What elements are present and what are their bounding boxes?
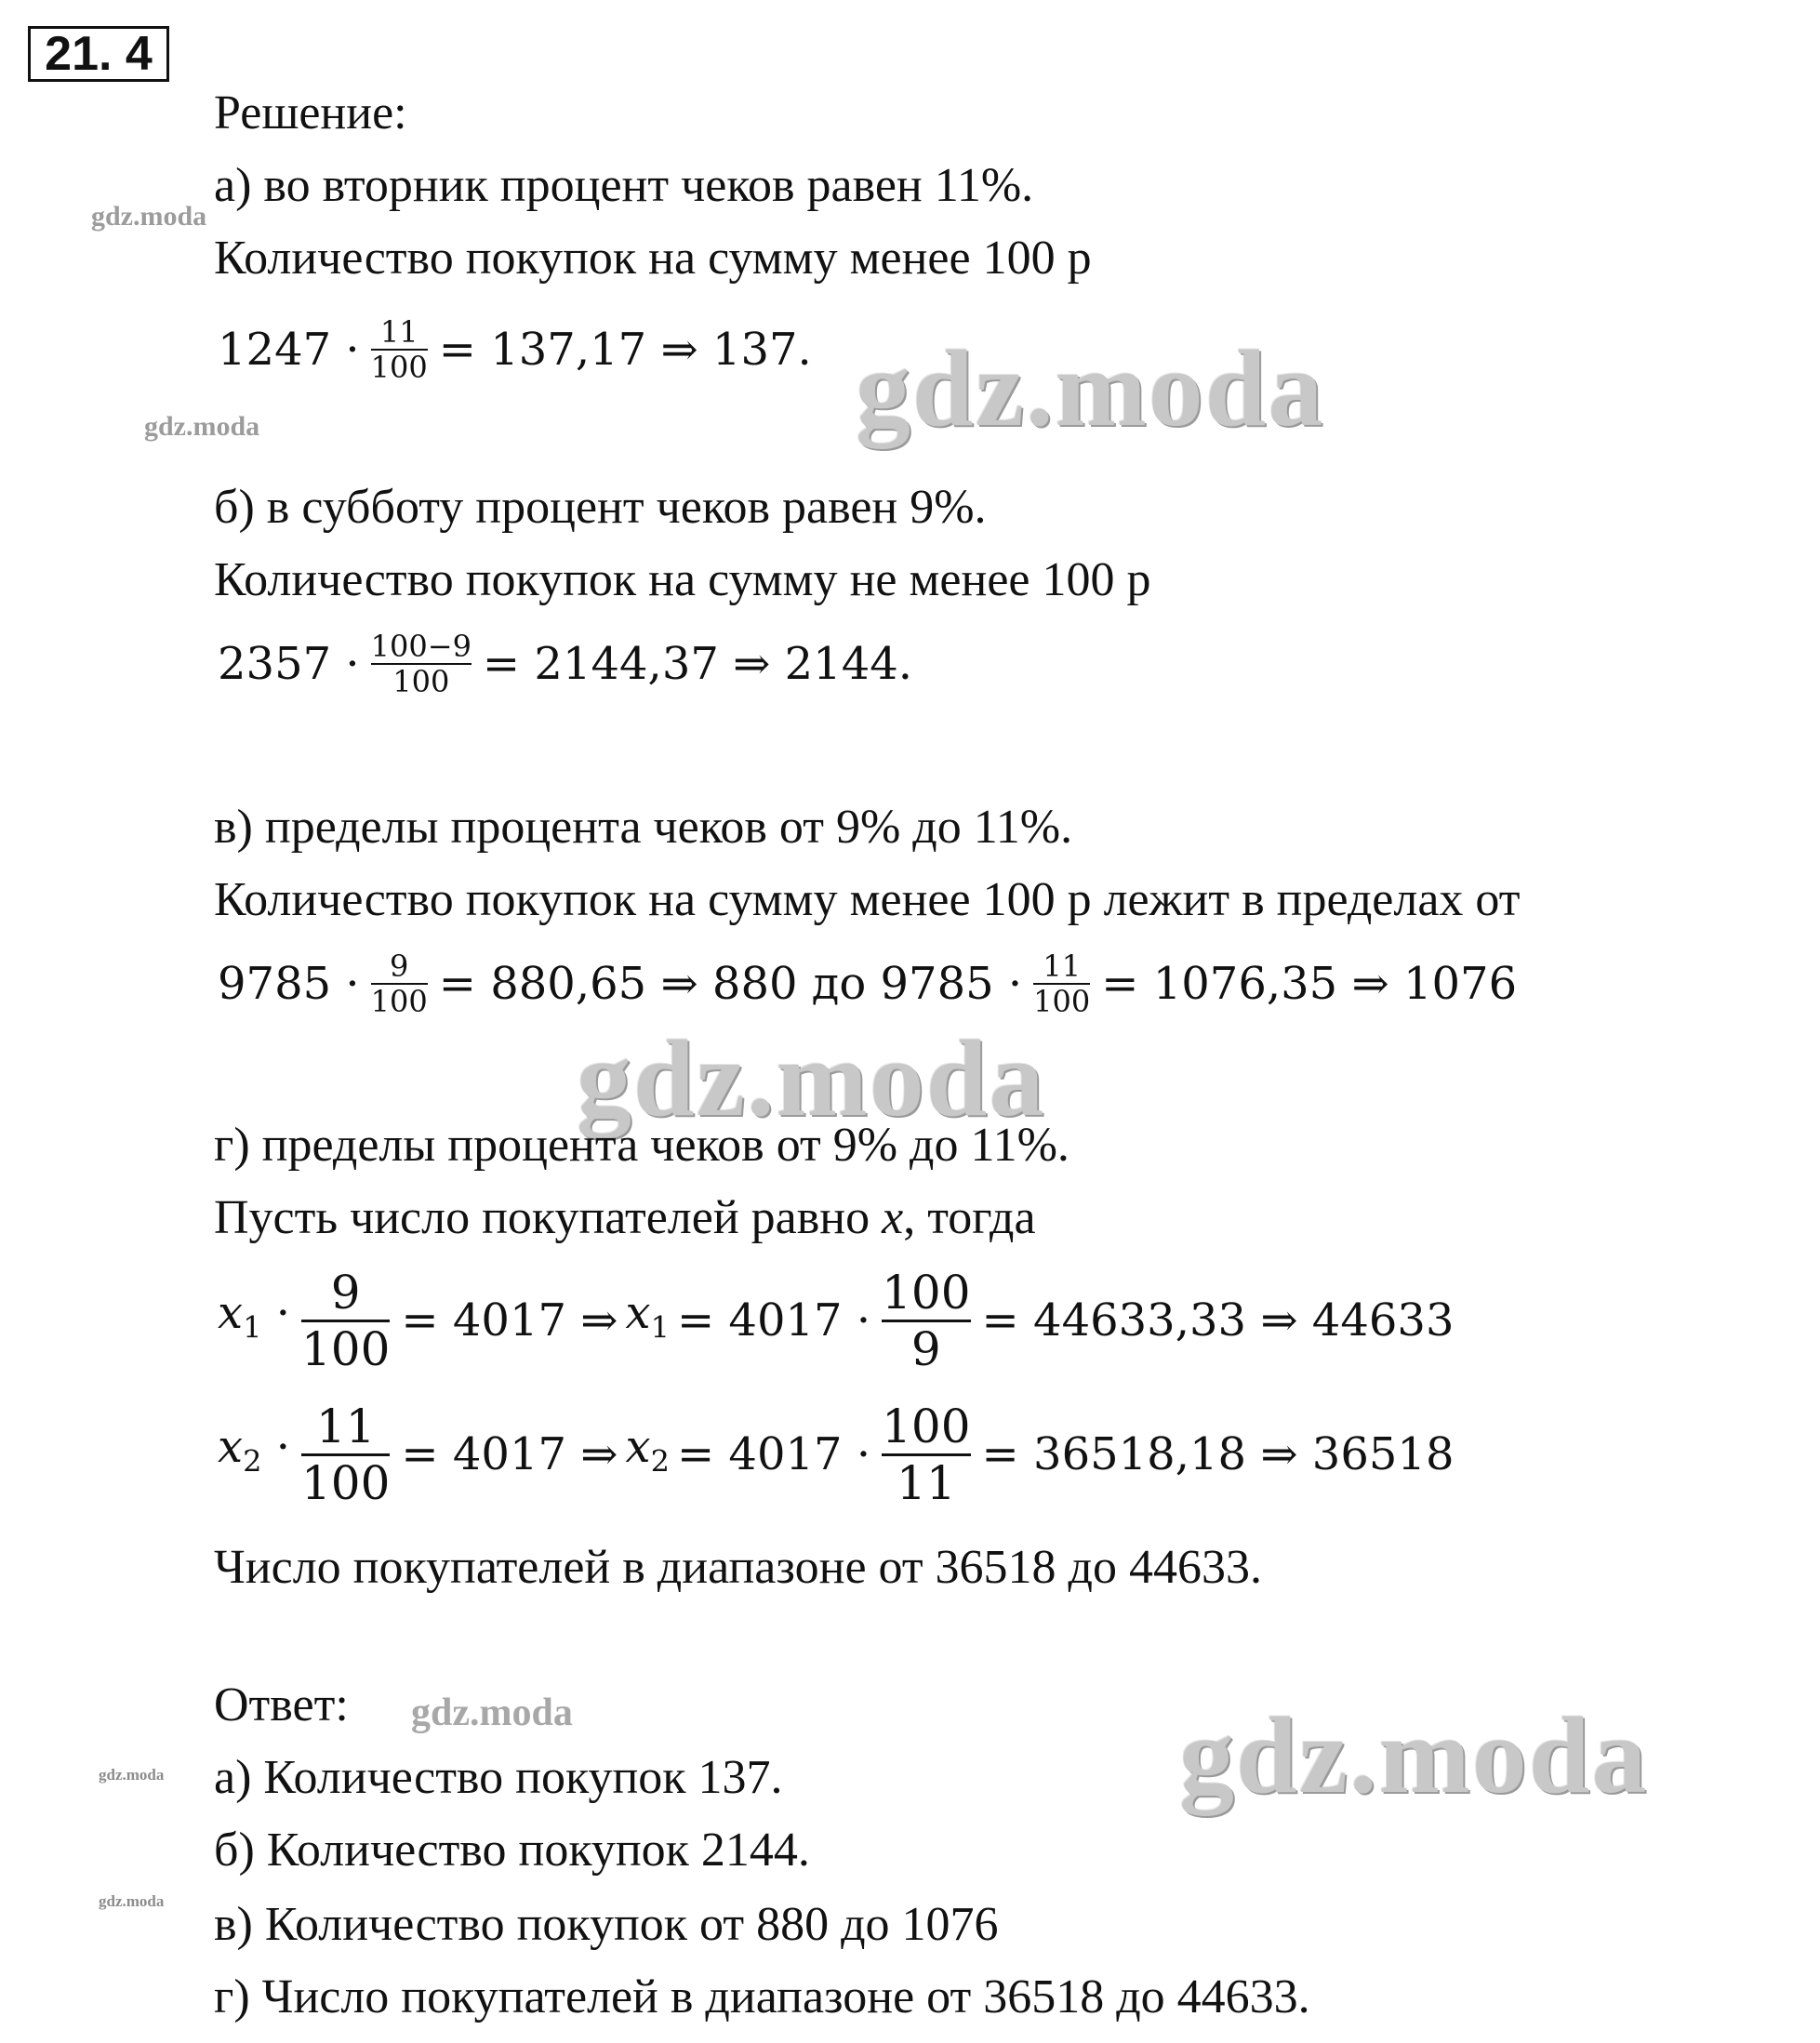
fraction [371, 949, 428, 1018]
part-a-formula [214, 305, 816, 394]
subscript: 2 [243, 1443, 262, 1479]
denominator: 100 [300, 1455, 391, 1510]
fraction [301, 1266, 390, 1376]
subscript: 1 [650, 1309, 670, 1346]
solution-label: Решение: [214, 86, 407, 139]
fraction [371, 315, 428, 384]
answer-label: Ответ: [214, 1678, 349, 1731]
answer-c: в) Количество покупок от 880 до 1076 [214, 1898, 999, 1951]
part-d-equation-2 [214, 1389, 1457, 1519]
denominator: 11 [897, 1455, 956, 1510]
numerator: 9 [330, 1265, 361, 1320]
subscript: 1 [243, 1309, 262, 1346]
formula-result: = 2144,37 ⇒ 2144. [482, 638, 913, 690]
part-b-formula [214, 619, 916, 709]
dot: · [275, 1287, 290, 1340]
denominator: 9 [910, 1321, 941, 1376]
variable: x [625, 1421, 651, 1474]
formula-result: = 44633,33 ⇒ 44633 [981, 1294, 1455, 1347]
answer-b: б) Количество покупок 2144. [214, 1824, 810, 1877]
fraction [371, 630, 472, 698]
formula-term: = 4017 · [676, 1294, 871, 1347]
numerator: 11 [1043, 949, 1082, 984]
formula-term: = 880,65 ⇒ 880 до 9785 · [438, 958, 1023, 1010]
part-d-line2 [214, 1190, 1036, 1246]
formula-term: 1247 · [218, 324, 360, 376]
numerator: 100 [882, 1265, 971, 1320]
part-c-line1: в) пределы процента чеков от 9% до 11%. [214, 801, 1073, 854]
formula-term: 9785 · [218, 958, 360, 1010]
denominator: 100 [370, 984, 428, 1019]
watermark: gdz.moda [411, 1691, 573, 1734]
variable: x [218, 1287, 244, 1340]
part-b-line2: Количество покупок на сумму не менее 100 р [214, 553, 1151, 606]
answer-d: г) Число покупателей в диапазоне от 36518 до 44633. [214, 1970, 1310, 2023]
formula-term: = 4017 ⇒ [401, 1294, 618, 1347]
part-d-line1: г) пределы процента чеков от 9% до 11%. [214, 1119, 1069, 1172]
watermark: gdz.moda [577, 1017, 1046, 1139]
text-segment: Пусть число покупателей равно [214, 1191, 883, 1244]
variable: x [882, 1191, 904, 1244]
watermark: gdz.moda [1179, 1694, 1649, 1816]
part-c-line2: Количество покупок на сумму менее 100 р лежит в пределах от [214, 873, 1521, 926]
formula-term: = 4017 · [676, 1428, 871, 1480]
answer-a: а) Количество покупок 137. [214, 1751, 783, 1804]
variable: x [625, 1287, 651, 1340]
part-a-line2: Количество покупок на сумму менее 100 р [214, 232, 1092, 285]
watermark: gdz.moda [144, 411, 260, 442]
fraction [301, 1400, 390, 1510]
denominator: 100 [300, 1321, 391, 1376]
fraction [882, 1266, 970, 1376]
part-d-conclusion: Число покупателей в диапазоне от 36518 до 44633. [214, 1541, 1263, 1594]
numerator: 100−9 [370, 629, 472, 664]
denominator: 100 [1033, 984, 1091, 1019]
watermark: gdz.moda [99, 1892, 165, 1910]
numerator: 9 [390, 949, 409, 984]
formula-term: = 4017 ⇒ [401, 1428, 618, 1480]
dot: · [275, 1421, 290, 1474]
variable: x [218, 1421, 244, 1474]
part-c-formula [214, 939, 1521, 1028]
fraction [1033, 949, 1090, 1018]
formula-result: = 137,17 ⇒ 137. [438, 324, 812, 376]
formula-term: 2357 · [218, 638, 360, 690]
formula-result: = 1076,35 ⇒ 1076 [1101, 958, 1518, 1010]
watermark: gdz.moda [91, 201, 207, 232]
watermark: gdz.moda [99, 1766, 165, 1784]
denominator: 100 [392, 664, 450, 699]
denominator: 100 [370, 350, 428, 385]
fraction [882, 1400, 970, 1510]
task-number: 21. 4 [28, 26, 169, 82]
text-segment: , тогда [903, 1191, 1036, 1244]
part-b-line1: б) в субботу процент чеков равен 9%. [214, 481, 987, 534]
numerator: 100 [882, 1399, 971, 1453]
subscript: 2 [650, 1443, 670, 1479]
formula-result: = 36518,18 ⇒ 36518 [981, 1428, 1455, 1480]
numerator: 11 [379, 314, 418, 350]
part-a-line1: а) во вторник процент чеков равен 11%. [214, 159, 1034, 212]
watermark: gdz.moda [856, 327, 1325, 449]
part-d-equation-1 [214, 1255, 1457, 1386]
numerator: 11 [315, 1399, 376, 1453]
